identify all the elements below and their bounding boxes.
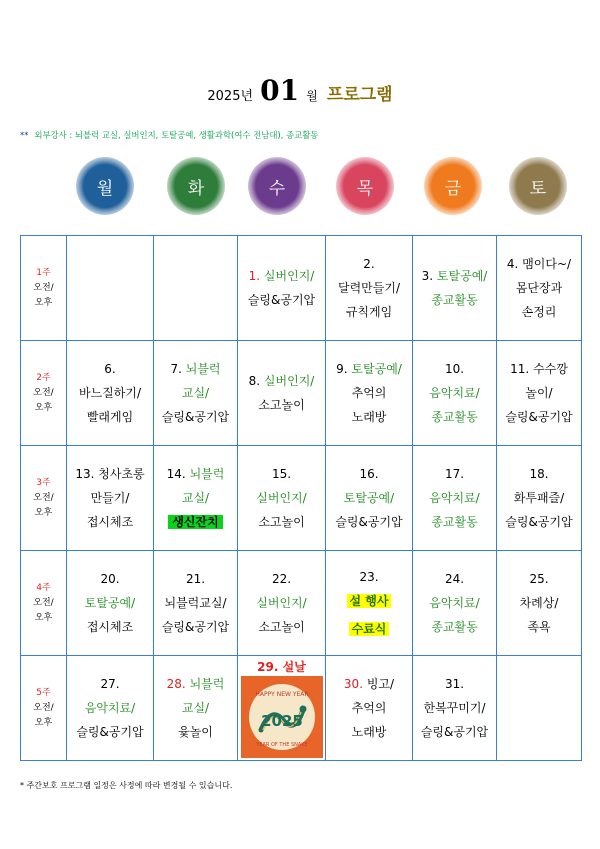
activity: 토탈공예/ <box>84 596 136 610</box>
weekday-sat-label: 토 <box>529 178 547 199</box>
activity-sub: 규칙게임 <box>345 305 393 319</box>
day-cell-7 <box>154 341 238 446</box>
activity: 실버인지/ <box>256 596 307 610</box>
day-cell-23 <box>326 551 413 656</box>
week-number: 2주 <box>36 372 51 383</box>
activity-line: 교실/ <box>181 491 210 505</box>
week-label-cell <box>21 551 67 656</box>
birthday-party-highlight: 생신잔치 <box>168 515 222 529</box>
activity-line: 놀이/ <box>525 386 553 400</box>
activity-sub: 손정리 <box>521 305 557 319</box>
note-marker: ** <box>20 130 29 140</box>
activity-line: 만들기/ <box>90 491 130 505</box>
weekday-header <box>0 156 600 216</box>
title-year: 2025년 <box>207 89 254 104</box>
week-number: 1주 <box>36 267 51 278</box>
activity: 수수깡 <box>533 362 568 376</box>
day-number: 29. <box>257 660 279 674</box>
day-cell-15 <box>238 446 326 551</box>
day-number: 21. <box>185 572 206 586</box>
weekday-fri-label: 금 <box>444 178 462 199</box>
day-cell-29 <box>238 656 326 761</box>
activity-sub: 노래방 <box>351 725 387 739</box>
activity: 음악치료/ <box>429 491 480 505</box>
day-number: 27. <box>100 677 120 691</box>
day-cell-27 <box>67 656 154 761</box>
activity: 청사초롱 <box>98 467 145 481</box>
activity-sub: 슬링&공기압 <box>505 410 573 424</box>
weekday-thu-label: 목 <box>356 178 374 199</box>
week-label-cell <box>21 446 67 551</box>
activity: 토탈공예/ <box>351 362 402 376</box>
day-number: 31. <box>444 677 465 691</box>
day-number: 30. <box>343 677 364 691</box>
activity-sub: 윷놀이 <box>178 725 213 739</box>
note-text: 외부강사 : 뇌블럭 교실, 실버인지, 토탈공예, 생활과학(여수 전남대), 종교활동 <box>34 130 319 140</box>
card-year: 2025 <box>260 712 303 730</box>
activity-line: 교실/ <box>181 701 210 715</box>
activity-line: 교실/ <box>181 386 210 400</box>
day-number: 2. <box>363 257 375 271</box>
day-number: 16. <box>359 467 379 481</box>
activity-sub: 슬링&공기압 <box>247 293 316 307</box>
activity-sub: 소고놀이 <box>258 515 305 529</box>
day-number: 18. <box>529 467 549 481</box>
day-cell-3 <box>413 236 497 341</box>
title-month-unit: 월 <box>306 89 318 103</box>
day-cell-10 <box>413 341 497 446</box>
activity: 빙고/ <box>366 677 395 691</box>
activity-sub: 종교활동 <box>431 410 478 424</box>
day-number: 10. <box>444 362 465 376</box>
activity: 음악치료/ <box>429 386 480 400</box>
week-number: 4주 <box>36 582 51 593</box>
day-cell-11 <box>497 341 582 446</box>
day-number: 15. <box>271 467 292 481</box>
page-title <box>0 74 600 107</box>
card-snake-text: YEAR OF THE SNAKE <box>255 742 308 748</box>
weekday-wed-label: 수 <box>268 178 286 199</box>
weekday-mon-circle <box>76 157 134 215</box>
weekday-tue-label: 화 <box>187 178 205 199</box>
day-cell-4 <box>497 236 582 341</box>
weekday-tue-circle <box>167 157 225 215</box>
activity-sub: 슬링&공기압 <box>161 410 230 424</box>
day-cell-24 <box>413 551 497 656</box>
day-cell-22 <box>238 551 326 656</box>
week-am: 오전/ <box>33 282 54 293</box>
activity: 뇌블럭 <box>189 677 225 691</box>
week-row-5 <box>21 656 582 761</box>
schedule-change-note: * 주간보호 프로그램 일정은 사정에 따라 변경될 수 있습니다. <box>20 781 233 790</box>
activity-sub: 접시체조 <box>86 620 134 634</box>
day-cell-2 <box>326 236 413 341</box>
week-row-4 <box>21 551 582 656</box>
activity-sub: 노래방 <box>351 410 387 424</box>
activity-line: 추억의 <box>351 386 387 400</box>
activity: 토탈공예/ <box>343 491 395 505</box>
title-month: 01 <box>260 74 300 107</box>
week-am: 오전/ <box>33 597 54 608</box>
day-number: 24. <box>444 572 465 586</box>
activity: 바느질하기/ <box>78 386 141 400</box>
snake-illustration-svg <box>241 676 323 758</box>
day-cell-empty <box>154 236 238 341</box>
activity: 토탈공예/ <box>436 269 488 283</box>
card-greeting: HAPPY NEW YEAR <box>254 691 309 698</box>
week-am: 오전/ <box>33 702 54 713</box>
week-pm: 오후 <box>34 402 53 413</box>
lunar-new-year-label <box>238 658 325 676</box>
day-cell-25 <box>497 551 582 656</box>
activity-line: 추억의 <box>351 701 387 715</box>
external-instructor-note <box>20 129 318 141</box>
day-cell-1 <box>238 236 326 341</box>
day-number: 8. <box>248 374 261 388</box>
activity: 실버인지/ <box>263 374 315 388</box>
day-cell-20 <box>67 551 154 656</box>
week-pm: 오후 <box>34 717 53 728</box>
week-pm: 오후 <box>34 612 53 623</box>
activity-sub: 족욕 <box>527 620 551 634</box>
week-label-cell <box>21 236 67 341</box>
activity-sub: 슬링&공기압 <box>335 515 403 529</box>
day-cell-31 <box>413 656 497 761</box>
activity-sub: 슬링&공기압 <box>76 725 144 739</box>
activity-sub: 소고놀이 <box>258 620 305 634</box>
day-cell-14 <box>154 446 238 551</box>
day-number: 7. <box>170 362 182 376</box>
day-number: 11. <box>510 362 530 376</box>
week-am: 오전/ <box>33 387 54 398</box>
day-cell-28 <box>154 656 238 761</box>
activity: 뇌블럭교실/ <box>164 596 227 610</box>
activity: 뇌블럭 <box>185 362 221 376</box>
week-number: 5주 <box>36 687 51 698</box>
activity-sub: 종교활동 <box>431 293 478 307</box>
week-am: 오전/ <box>33 492 54 503</box>
week-label-cell <box>21 656 67 761</box>
day-number: 22. <box>271 572 292 586</box>
day-number: 17. <box>444 467 465 481</box>
week-row-1 <box>21 236 582 341</box>
activity: 실버인지/ <box>256 491 307 505</box>
activity: 설날 <box>282 660 306 674</box>
day-number: 20. <box>100 572 120 586</box>
day-cell-9 <box>326 341 413 446</box>
week-label-cell <box>21 341 67 446</box>
weekday-sat-circle <box>509 157 567 215</box>
day-cell-empty <box>497 656 582 761</box>
day-cell-13 <box>67 446 154 551</box>
week-pm: 오후 <box>34 507 53 518</box>
new-year-event-highlight: 설 행사 <box>347 594 392 608</box>
day-number: 28. <box>166 677 186 691</box>
activity: 뇌블럭 <box>189 467 225 481</box>
activity-sub: 종교활동 <box>431 515 478 529</box>
graduation-highlight: 수료식 <box>349 622 390 636</box>
weekday-fri-circle <box>424 157 482 215</box>
activity-sub: 슬링&공기압 <box>420 725 489 739</box>
weekday-thu-circle <box>336 157 394 215</box>
day-number: 3. <box>421 269 434 283</box>
activity-sub: 슬링&공기압 <box>505 515 573 529</box>
day-number: 14. <box>166 467 186 481</box>
day-cell-16 <box>326 446 413 551</box>
day-cell-empty <box>67 236 154 341</box>
day-number: 4. <box>506 257 519 271</box>
activity: 화투패즐/ <box>513 491 565 505</box>
day-cell-6 <box>67 341 154 446</box>
program-calendar <box>20 235 582 761</box>
activity: 한복꾸미기/ <box>423 701 486 715</box>
activity: 실버인지/ <box>263 269 315 283</box>
day-number: 9. <box>336 362 348 376</box>
activity: 음악치료/ <box>84 701 136 715</box>
day-number: 13. <box>75 467 95 481</box>
activity: 달력만들기/ <box>337 281 400 295</box>
activity-line: 몸단장과 <box>515 281 563 295</box>
week-number: 3주 <box>36 477 51 488</box>
day-cell-18 <box>497 446 582 551</box>
week-row-3 <box>21 446 582 551</box>
weekday-mon-label: 월 <box>96 178 114 199</box>
activity-sub: 종교활동 <box>431 620 478 634</box>
day-cell-17 <box>413 446 497 551</box>
activity-sub: 빨래게임 <box>86 410 134 424</box>
activity: 차례상/ <box>519 596 559 610</box>
day-cell-8 <box>238 341 326 446</box>
activity: 맴이다~/ <box>522 257 572 271</box>
activity: 음악치료/ <box>429 596 480 610</box>
day-number: 1. <box>248 269 261 283</box>
week-row-2 <box>21 341 582 446</box>
day-number: 23. <box>359 570 379 584</box>
activity-sub: 슬링&공기압 <box>161 620 230 634</box>
title-program: 프로그램 <box>326 85 393 105</box>
week-pm: 오후 <box>34 297 53 308</box>
new-year-snake-illustration <box>241 676 323 758</box>
day-number: 25. <box>529 572 549 586</box>
day-cell-21 <box>154 551 238 656</box>
weekday-wed-circle <box>248 157 306 215</box>
day-number: 6. <box>104 362 116 376</box>
activity-sub: 소고놀이 <box>258 398 305 412</box>
day-cell-30 <box>326 656 413 761</box>
activity-sub: 접시체조 <box>86 515 134 529</box>
